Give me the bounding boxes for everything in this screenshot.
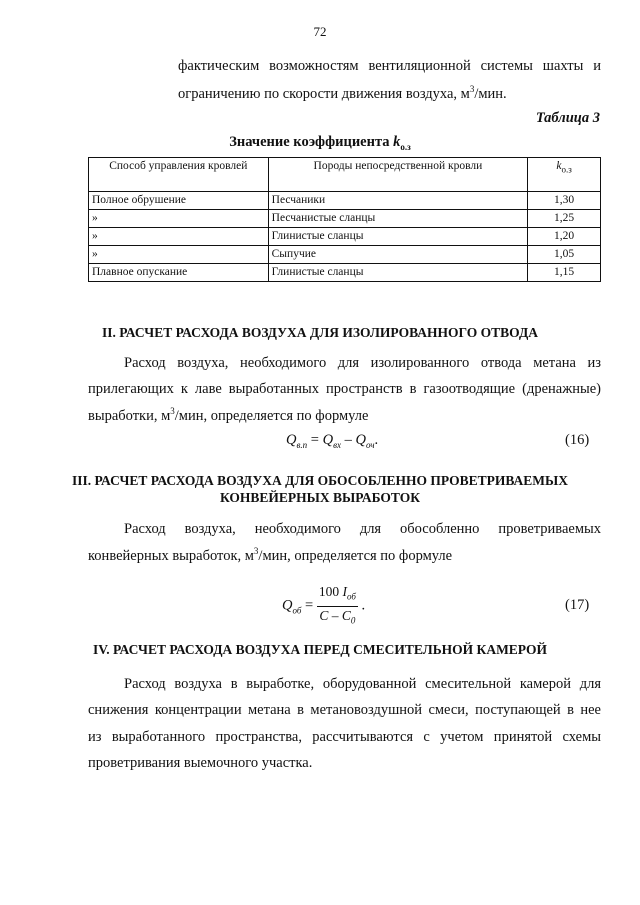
intro-line-1: фактическим возможностям вентиляционной системы шахты и [178, 58, 601, 74]
section-2-heading: II. РАСЧЕТ РАСХОДА ВОЗДУХА ДЛЯ ИЗОЛИРОВАННОГО ОТВОДА [102, 325, 538, 340]
cell-rocks: Глинистые сланцы [268, 228, 527, 246]
cell-rocks: Сыпучие [268, 246, 527, 264]
section-4-line-1: Расход воздуха в выработке, оборудованной смесительной камерой для [124, 676, 601, 692]
cell-k: 1,20 [528, 228, 601, 246]
cell-k: 1,25 [528, 210, 601, 228]
cell-k: 1,15 [528, 264, 601, 282]
page-number: 72 [313, 24, 327, 39]
intro-line-2: ограничению по скорости движения воздуха, $м^3$/мин. [178, 84, 507, 102]
cell-method: » [89, 228, 269, 246]
cell-method: » [89, 210, 269, 228]
table-header-row [89, 158, 601, 192]
table-row [89, 210, 601, 228]
equation-number-17: (17) [565, 597, 590, 613]
section-3-heading-line-1: III. РАСЧЕТ РАСХОДА ВОЗДУХА ДЛЯ ОБОСОБЛЕННО ПРОВЕТРИВАЕМЫХ [72, 473, 568, 488]
formula-16: $Q_{в.п} = Q_{вх} - Q_{оч}$. [286, 432, 379, 450]
cell-rocks: Глинистые сланцы [268, 264, 527, 282]
cell-method: Полное обрушение [89, 192, 269, 210]
cell-method: Плавное опускание [89, 264, 269, 282]
section-2-line-1: Расход воздуха, необходимого для изолированного отвода метана из [124, 355, 601, 371]
table-row [89, 246, 601, 264]
header-method: Способ управления кровлей [89, 158, 269, 192]
section-3-heading-line-2: КОНВЕЙЕРНЫХ ВЫРАБОТОК [219, 490, 421, 505]
cell-k: 1,05 [528, 246, 601, 264]
formula-17: $Q_{об}$ = $\frac{100 I_{об}}{C - C_0}$ . [282, 583, 365, 629]
section-2-line-3: выработки, $м^3$/мин, определяется по формуле [88, 406, 369, 424]
section-3-line-1: Расход воздуха, необходимого для обособленно проветриваемых [124, 521, 601, 537]
table-row [89, 228, 601, 246]
table-label: Таблица 3 [535, 110, 600, 126]
section-4-line-3: из выработанного пространства, рассчитываются с учетом принятой схемы [88, 729, 601, 745]
formula-17-fraction: $\frac{100 I_{об}}{C - C_0}$ [318, 584, 356, 626]
equation-number-16: (16) [565, 432, 590, 448]
section-3-line-2: конвейерных выработок, $м^3$/мин, определяется по формуле [88, 546, 453, 564]
table-title: Значение коэффициента $k_{о.з}$ [229, 134, 411, 152]
cell-method: » [89, 246, 269, 264]
coefficient-table [88, 157, 601, 282]
section-2-line-2: прилегающих к лаве выработанных пространств в газоотводящие (дренажные) [88, 381, 601, 397]
section-4-line-2: снижения концентрации метана в метановоздушной смеси, поступающей в нее [88, 702, 601, 718]
header-k: $k_{о.з}$ [528, 158, 601, 192]
cell-rocks: Песчаники [268, 192, 527, 210]
cell-rocks: Песчанистые сланцы [268, 210, 527, 228]
header-rocks: Породы непосредственной кровли [268, 158, 527, 192]
section-4-heading: IV. РАСЧЕТ РАСХОДА ВОЗДУХА ПЕРЕД СМЕСИТЕЛЬНОЙ КАМЕРОЙ [93, 642, 547, 657]
table-row [89, 192, 601, 210]
section-4-line-4: проветривания выемочного участка. [88, 755, 313, 771]
cell-k: 1,30 [528, 192, 601, 210]
table-row [89, 264, 601, 282]
